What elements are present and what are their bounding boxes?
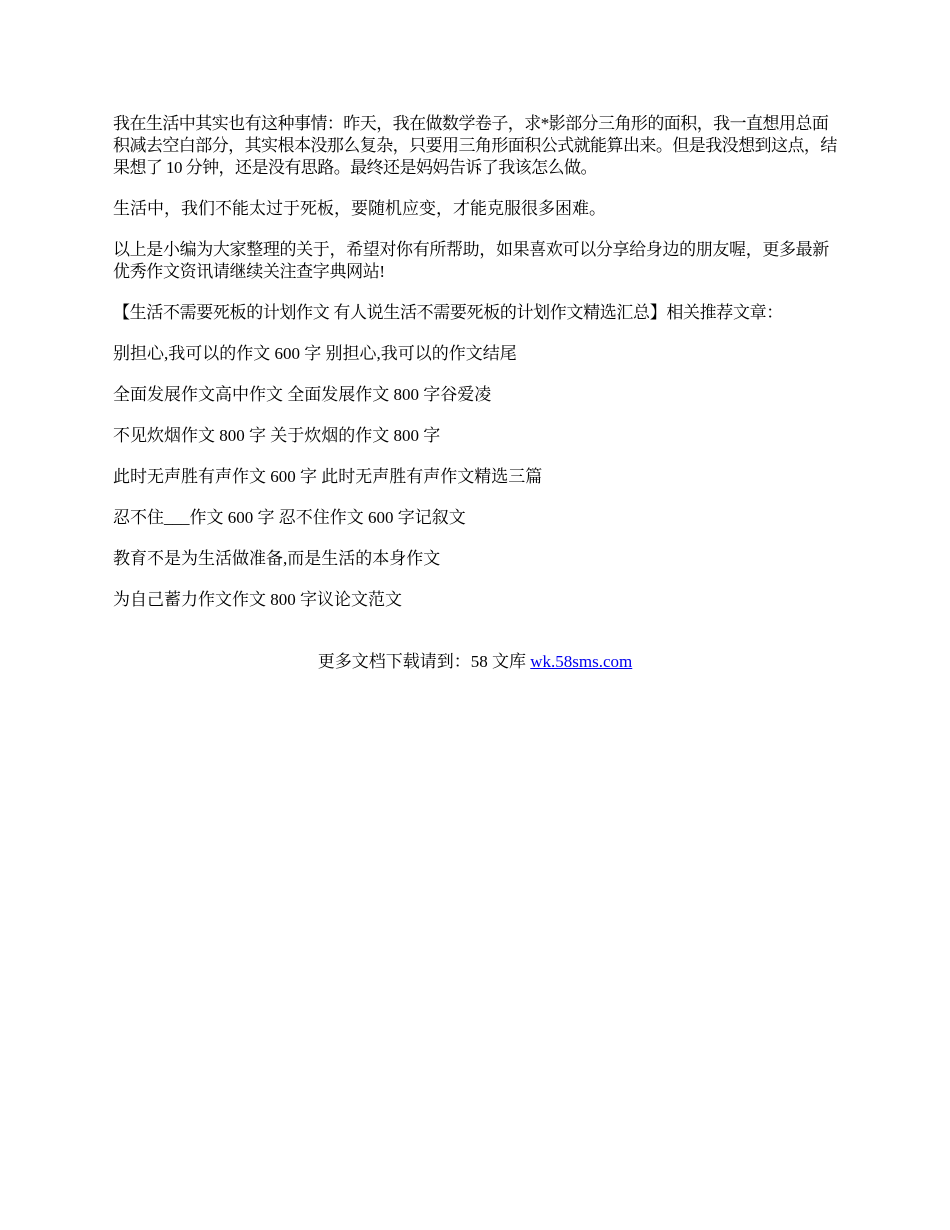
paragraph-lesson: 生活中，我们不能太过于死板，要随机应变，才能克服很多困难。 <box>113 199 606 218</box>
document-body <box>113 113 843 630</box>
related-article-6: 教育不是为生活做准备,而是生活的本身作文 <box>113 549 441 568</box>
paragraph-editor-note: 以上是小编为大家整理的关于，希望对你有所帮助，如果喜欢可以分享给身边的朋友喔，更多最新优秀作文资讯请继续关注查字典网站! <box>113 240 829 281</box>
related-article-4: 此时无声胜有声作文 600 字 此时无声胜有声作文精选三篇 <box>113 467 543 486</box>
related-article-5: 忍不住___作文 600 字 忍不住作文 600 字记叙文 <box>113 508 466 527</box>
related-article-1: 别担心,我可以的作文 600 字 别担心,我可以的作文结尾 <box>113 344 517 363</box>
footer-link[interactable]: wk.58sms.com <box>530 652 633 671</box>
paragraph-related-heading: 【生活不需要死板的计划作文 有人说生活不需要死板的计划作文精选汇总】相关推荐文章： <box>113 303 783 322</box>
paragraph-story: 我在生活中其实也有这种事情：昨天，我在做数学卷子，求*影部分三角形的面积，我一直想用总面积减去空白部分，其实根本没那么复杂，只要用三角形面积公式就能算出来。但是我没想到这点，结果想了 10 分钟，还是没有思路。最终还是妈妈告诉了我该怎么做。 <box>113 114 837 177</box>
download-footer <box>0 651 950 673</box>
related-article-3: 不见炊烟作文 800 字 关于炊烟的作文 800 字 <box>113 426 441 445</box>
related-article-2: 全面发展作文高中作文 全面发展作文 800 字谷爱凌 <box>113 385 492 404</box>
footer-text: 更多文档下载请到：58 文库 <box>317 652 531 671</box>
related-article-7: 为自己蓄力作文作文 800 字议论文范文 <box>113 590 402 609</box>
